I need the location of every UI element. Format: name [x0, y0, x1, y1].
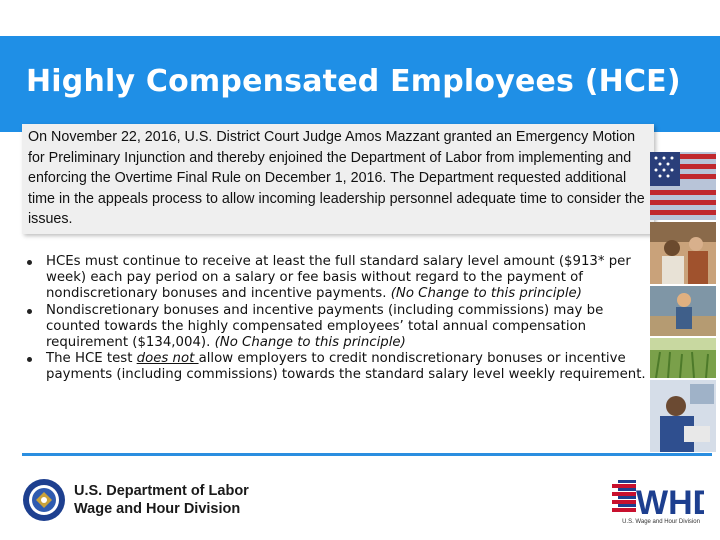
bullet-item-hce-test — [24, 351, 652, 383]
agriculture-photo — [650, 338, 716, 378]
bullet-text: Nondiscretionary bonuses and incentive payments (including commissions) may be counted towards the highly compensated employees’ total annual compensation requirement ($134,004). — [46, 302, 604, 351]
bullet-emphasis: does not — [136, 351, 199, 367]
bullet-icon — [27, 357, 32, 362]
footer-organization — [74, 482, 249, 518]
office-worker-photo — [650, 380, 716, 452]
bullet-note: (No Change to this principle) — [390, 286, 582, 302]
construction-worker-photo — [650, 286, 716, 336]
footer-org-line2: Wage and Hour Division — [74, 501, 241, 517]
american-flag-photo — [650, 152, 716, 220]
bullet-list — [24, 254, 652, 384]
footer-divider — [22, 453, 712, 456]
bullet-icon — [27, 309, 32, 314]
bullet-text: The HCE test — [46, 351, 137, 367]
bullet-icon — [27, 260, 32, 265]
workers-photo — [650, 222, 716, 284]
slide-title: Highly Compensated Employees (HCE) — [26, 64, 681, 99]
bullet-text: allow employers to credit nondiscretionary bonuses or incentive payments (including commissions) towards the standard salary level weekly requirement. — [46, 351, 646, 383]
bullet-note: (No Change to this principle) — [214, 335, 406, 351]
bullet-text: HCEs must continue to receive at least the full standard salary level amount ($913* per week) each pay period on a salary or fee basis without regard to the payment of nondiscretionary bonuses and incentive payments. — [46, 254, 631, 302]
dol-seal-icon — [22, 478, 66, 522]
whd-caption: U.S. Wage and Hour Division — [622, 519, 700, 525]
whd-logo-text: WH — [636, 484, 693, 520]
photo-strip — [650, 152, 716, 452]
footer-org-line1: U.S. Department of Labor — [74, 483, 249, 499]
bullet-item-salary-level — [24, 254, 652, 303]
intro-paragraph: On November 22, 2016, U.S. District Court Judge Amos Mazzant granted an Emergency Motion for Preliminary Injunction and thereby enjoined the Department of Labor from implementing and enforcing the Overtime Final Rule on December 1, 2016. The Department requested additional time in the appeals process to allow incoming leadership personnel adequate time to consider the issues. — [28, 129, 645, 227]
bullet-item-bonuses — [24, 303, 652, 352]
